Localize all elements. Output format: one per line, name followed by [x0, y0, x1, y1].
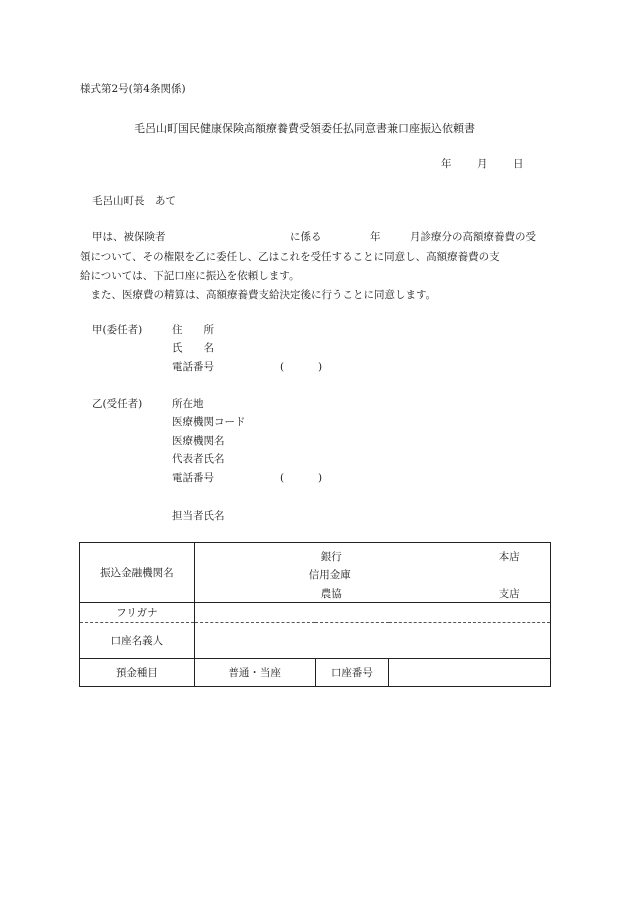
institution-label: 振込金融機関名 [100, 567, 174, 579]
account-holder-row [80, 623, 551, 659]
account-holder-label: 口座名義人 [110, 635, 164, 647]
account-holder-value-cell[interactable] [194, 623, 550, 659]
agent-label: 乙(受任者) [92, 398, 143, 410]
institution-row [80, 543, 551, 603]
agent-institution-name-label: 医療機関名 [172, 435, 225, 447]
deposit-type-label-cell [80, 659, 195, 687]
furigana-row [80, 603, 551, 623]
agent-phone-paren-close: ) [318, 472, 323, 484]
principal-address-label: 住 所 [172, 324, 214, 336]
date-year-label: 年 [441, 158, 452, 170]
document-title: 毛呂山町国民健康保険高額療養費受領委任払同意書兼口座振込依頼書 [134, 122, 475, 135]
principal-phone-label: 電話番号 [172, 361, 214, 373]
account-number-value-cell[interactable] [389, 659, 551, 687]
date-day-label: 日 [513, 158, 524, 170]
credit-union-label: 信用金庫 [308, 568, 351, 581]
agent-representative-label: 代表者氏名 [172, 453, 225, 465]
body-line1-part2: に係る [290, 231, 322, 243]
principal-label: 甲(委任者) [92, 324, 143, 336]
agent-phone-label: 電話番号 [172, 472, 214, 484]
deposit-type-label: 預金種目 [115, 667, 158, 679]
body-paragraph [80, 229, 555, 305]
furigana-label: フリガナ [116, 607, 158, 619]
body-line1-part3: 年 [370, 231, 381, 243]
account-number-label: 口座番号 [330, 667, 373, 679]
furigana-value-cell[interactable] [194, 603, 550, 623]
agent-phone-paren-open: ( [280, 472, 285, 484]
account-holder-label-cell [80, 623, 195, 659]
deposit-row [80, 659, 551, 687]
principal-name-label: 氏 名 [172, 342, 214, 354]
principal-phone-paren-open: ( [280, 361, 285, 373]
bank-label: 銀行 [320, 550, 342, 563]
furigana-label-cell [80, 603, 195, 623]
body-line2: 領について、その権限を乙に委任し、乙はこれを受任することに同意し、高額療養費の支 [80, 251, 500, 263]
principal-phone-paren-close: ) [318, 361, 323, 373]
body-line1-part1: 甲は、被保険者 [92, 231, 166, 243]
date-month-label: 月 [477, 158, 488, 170]
agri-coop-label: 農協 [320, 587, 342, 600]
body-line1-part4: 月診療分の高額療養費の受 [410, 231, 536, 243]
bank-account-table [79, 542, 551, 687]
account-number-label-cell [315, 659, 389, 687]
agent-location-label: 所在地 [172, 398, 204, 410]
deposit-type-value: 普通・当座 [228, 667, 281, 679]
agent-contact-label: 担当者氏名 [172, 510, 225, 522]
institution-label-cell [80, 543, 195, 603]
deposit-type-value-cell[interactable] [194, 659, 315, 687]
agent-institution-code-label: 医療機関コード [172, 416, 246, 428]
addressee: 毛呂山町長 あて [92, 195, 176, 207]
head-office-label: 本店 [498, 550, 520, 563]
body-line3: 給については、下記口座に振込を依頼します。 [80, 270, 300, 282]
branch-label: 支店 [498, 587, 520, 600]
institution-value-cell[interactable] [194, 543, 550, 603]
form-number: 様式第2号(第4条関係) [80, 83, 186, 95]
body-line4: また、医療費の精算は、高額療養費支給決定後に行うことに同意します。 [80, 289, 437, 301]
